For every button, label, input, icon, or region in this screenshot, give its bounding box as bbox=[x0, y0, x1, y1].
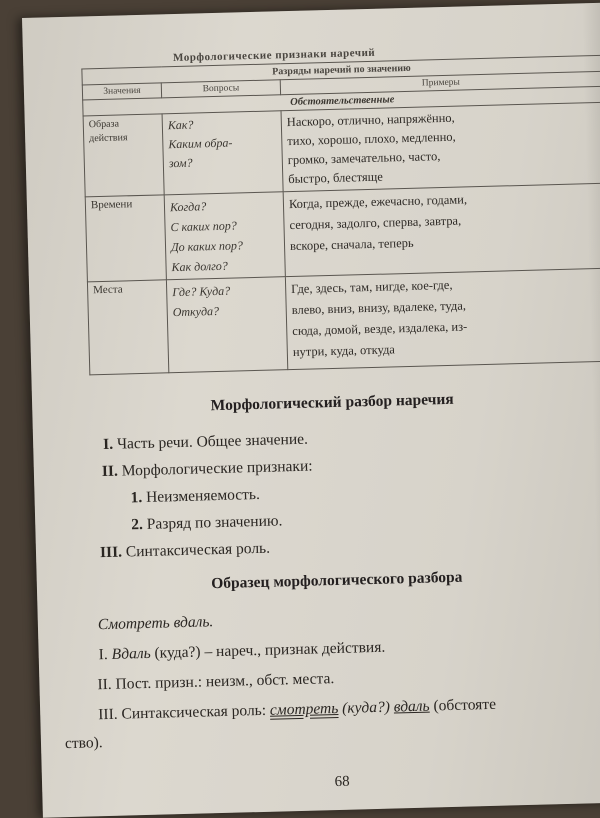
questions-cell bbox=[166, 277, 287, 373]
table-row bbox=[87, 268, 600, 375]
question-line: Каким обра- bbox=[168, 135, 233, 152]
razbor-item-text: Неизменяемость. bbox=[145, 485, 261, 506]
example-line: сюда, домой, везде, издалека, из- bbox=[292, 319, 468, 339]
question-line: Как? bbox=[167, 117, 194, 133]
table-row bbox=[83, 102, 600, 197]
example-line: громко, замечательно, часто, bbox=[287, 149, 441, 168]
obrazec-num: I. bbox=[98, 645, 108, 664]
example-line: Наскоро, отлично, напряжённо, bbox=[286, 110, 455, 130]
example-phrase: Смотреть вдаль. bbox=[97, 613, 214, 634]
razbor-item-text: Синтаксическая роль. bbox=[125, 539, 271, 561]
category-cell: Времени bbox=[85, 195, 166, 282]
example-line: нутри, куда, откуда bbox=[292, 342, 396, 360]
obrazec-title: Образец морфологического разбора bbox=[211, 568, 463, 593]
col-meaning-header: Значения bbox=[82, 83, 161, 100]
col-questions-header: Вопросы bbox=[161, 80, 280, 98]
razbor-item bbox=[131, 512, 283, 534]
obrazec-text: III. Синтаксическая роль: bbox=[98, 701, 267, 724]
example-line: тихо, хорошо, плохо, медленно, bbox=[287, 129, 456, 149]
question-line: зом? bbox=[168, 155, 193, 171]
razbor-title: Морфологический разбор наречия bbox=[210, 390, 454, 415]
table-title: Морфологические признаки наречий bbox=[172, 46, 376, 65]
question-line: Как долго? bbox=[171, 258, 229, 275]
obrazec-adverb: вдаль bbox=[393, 697, 430, 716]
table-header: Разряды наречий по значению bbox=[82, 55, 600, 85]
razbor-item-num: II. bbox=[101, 462, 119, 481]
razbor-item-num: 1. bbox=[130, 489, 143, 507]
obrazec-verb: смотреть bbox=[269, 699, 339, 719]
example-line: Где, здесь, там, нигде, кое-где, bbox=[291, 277, 453, 297]
razbor-item-text: Часть речи. Общее значение. bbox=[116, 430, 309, 453]
razbor-item-num: 2. bbox=[131, 516, 144, 534]
examples-cell bbox=[285, 268, 600, 369]
obrazec-line-1 bbox=[98, 639, 385, 664]
col-examples-header: Примеры bbox=[280, 71, 600, 94]
example-line: сегодня, задолго, сперва, завтра, bbox=[289, 213, 462, 233]
category-cell: Места bbox=[87, 280, 168, 375]
adverb-table bbox=[81, 55, 600, 376]
razbor-item bbox=[103, 431, 308, 454]
example-line: быстро, блестяще bbox=[288, 169, 384, 187]
group-label: Обстоятельственные bbox=[83, 86, 600, 116]
obrazec-text: (обстояте bbox=[433, 695, 497, 715]
page-number: 68 bbox=[334, 773, 350, 791]
question-line: До каких пор? bbox=[170, 238, 244, 255]
examples-cell bbox=[283, 183, 600, 276]
obrazec-text: (куда?) – нареч., признак действия. bbox=[154, 638, 386, 662]
razbor-item-num: III. bbox=[99, 543, 123, 562]
razbor-item-num: I. bbox=[102, 435, 114, 454]
example-line: Когда, прежде, ежечасно, годами, bbox=[288, 192, 468, 212]
example-line: вскоре, сначала, теперь bbox=[289, 235, 414, 254]
razbor-item bbox=[102, 458, 313, 482]
question-line: Когда? bbox=[169, 199, 207, 215]
razbor-item-text: Разряд по значению. bbox=[146, 512, 283, 533]
obrazec-line-4: ство). bbox=[64, 734, 103, 753]
obrazec-line-2: II. Пост. призн.: неизм., обст. места. bbox=[97, 670, 335, 694]
questions-cell bbox=[164, 192, 285, 280]
question-line: С каких пор? bbox=[170, 218, 237, 235]
examples-cell bbox=[281, 102, 600, 191]
razbor-item-text: Морфологические признаки: bbox=[121, 457, 313, 480]
razbor-item bbox=[100, 540, 270, 562]
question-line: Где? Куда? bbox=[172, 283, 231, 300]
obrazec-question: (куда?) bbox=[341, 698, 391, 717]
category-cell: Образа действия bbox=[83, 114, 164, 197]
question-line: Откуда? bbox=[172, 303, 220, 320]
obrazec-word: Вдаль bbox=[111, 644, 151, 663]
book-page bbox=[22, 2, 600, 817]
example-line: влево, вниз, внизу, вдалеке, туда, bbox=[291, 298, 467, 318]
questions-cell bbox=[162, 111, 283, 195]
table-row bbox=[85, 183, 600, 282]
obrazec-line-3 bbox=[98, 696, 496, 724]
razbor-item bbox=[130, 486, 260, 507]
